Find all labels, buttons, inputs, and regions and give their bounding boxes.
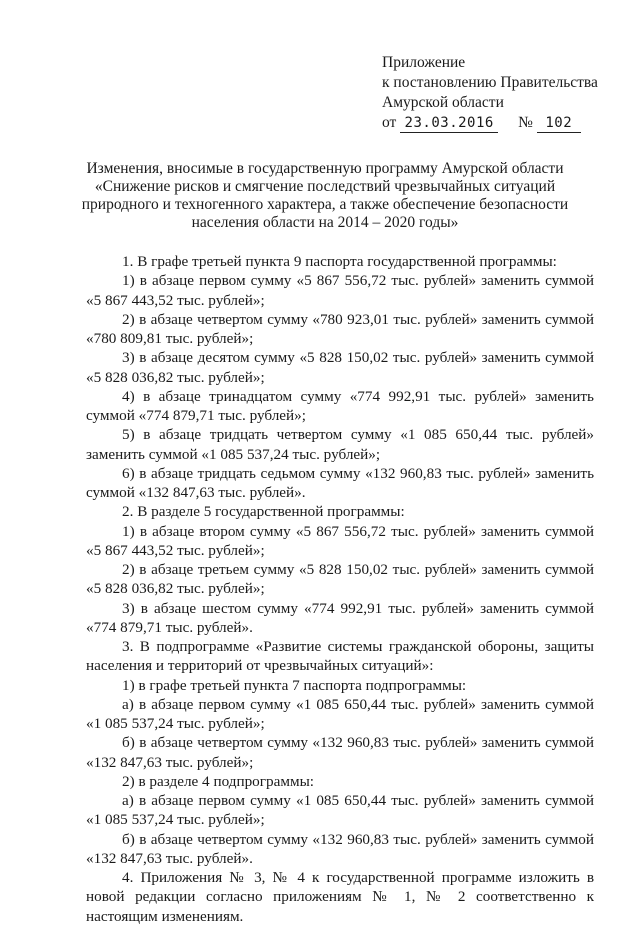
paragraph: 3) в абзаце десятом сумму «5 828 150,02 тыс. рублей» заменить суммой «5 828 036,82 тыс. рублей»;: [86, 349, 594, 386]
appendix-resolution-line: к постановлению Правительства: [382, 74, 598, 91]
title-line-1: Изменения, вносимые в государственную программу Амурской области: [86, 160, 564, 177]
paragraph: 3) в абзаце шестом сумму «774 992,91 тыс. рублей» заменить суммой «774 879,71 тыс. рублей».: [86, 599, 594, 636]
paragraph: а) в абзаце первом сумму «1 085 650,44 тыс. рублей» заменить суммой «1 085 537,24 тыс. рублей»;: [86, 695, 594, 732]
paragraph: 3. В подпрограмме «Развитие системы гражданской обороны, защиты населения и территорий от чрезвычайных ситуаций»:: [86, 638, 594, 675]
paragraph: б) в абзаце четвертом сумму «132 960,83 тыс. рублей» заменить суммой «132 847,63 тыс. рублей»;: [86, 734, 594, 771]
paragraph: 5) в абзаце тридцать четвертом сумму «1 085 650,44 тыс. рублей» заменить суммой «1 085 537,24 тыс. рублей»;: [86, 426, 594, 463]
date-value: 23.03.2016: [400, 115, 498, 133]
paragraph: 1) в абзаце первом сумму «5 867 556,72 тыс. рублей» заменить суммой «5 867 443,52 тыс. рублей»;: [86, 272, 594, 309]
number-prefix: №: [518, 114, 533, 131]
paragraph: б) в абзаце четвертом сумму «132 960,83 тыс. рублей» заменить суммой «132 847,63 тыс. рублей».: [86, 830, 594, 867]
title-line-2: «Снижение рисков и смягчение последствий чрезвычайных ситуаций: [94, 178, 556, 195]
paragraph: 4) в абзаце тринадцатом сумму «774 992,91 тыс. рублей» заменить суммой «774 879,71 тыс. рублей»;: [86, 387, 594, 424]
document-title: [80, 160, 570, 232]
paragraph: 4. Приложения № 3, № 4 к государственной программе изложить в новой редакции согласно приложениям № 1, № 2 соответственно к настоящим изменениям.: [86, 869, 594, 925]
appendix-header: [382, 53, 598, 133]
paragraph: 1. В графе третьей пункта 9 паспорта государственной программы:: [122, 253, 557, 270]
number-value: 102: [537, 115, 581, 133]
paragraph: 2) в абзаце третьем сумму «5 828 150,02 тыс. рублей» заменить суммой «5 828 036,82 тыс. рублей»;: [86, 561, 594, 598]
paragraph: 6) в абзаце тридцать седьмом сумму «132 960,83 тыс. рублей» заменить суммой «132 847,63 тыс. рублей».: [86, 464, 594, 501]
paragraph: а) в абзаце первом сумму «1 085 650,44 тыс. рублей» заменить суммой «1 085 537,24 тыс. рублей»;: [86, 792, 594, 829]
appendix-date-number-line: [382, 113, 598, 133]
title-line-4: населения области на 2014 – 2020 годы»: [191, 214, 459, 231]
date-prefix: от: [382, 114, 397, 131]
paragraph: 2) в абзаце четвертом сумму «780 923,01 тыс. рублей» заменить суммой «780 809,81 тыс. рублей»;: [86, 310, 594, 347]
appendix-region-line: Амурской области: [382, 94, 504, 111]
title-line-3: природного и техногенного характера, а также обеспечение безопасности: [81, 196, 569, 213]
paragraph: 2. В разделе 5 государственной программы:: [122, 503, 405, 521]
paragraph: 2) в разделе 4 подпрограммы:: [122, 772, 314, 790]
paragraph: 1) в графе третьей пункта 7 паспорта подпрограммы:: [122, 676, 467, 694]
document-body: [86, 252, 594, 926]
paragraph: 1) в абзаце втором сумму «5 867 556,72 тыс. рублей» заменить суммой «5 867 443,52 тыс. рублей»;: [86, 522, 594, 559]
appendix-label: Приложение: [382, 54, 466, 71]
